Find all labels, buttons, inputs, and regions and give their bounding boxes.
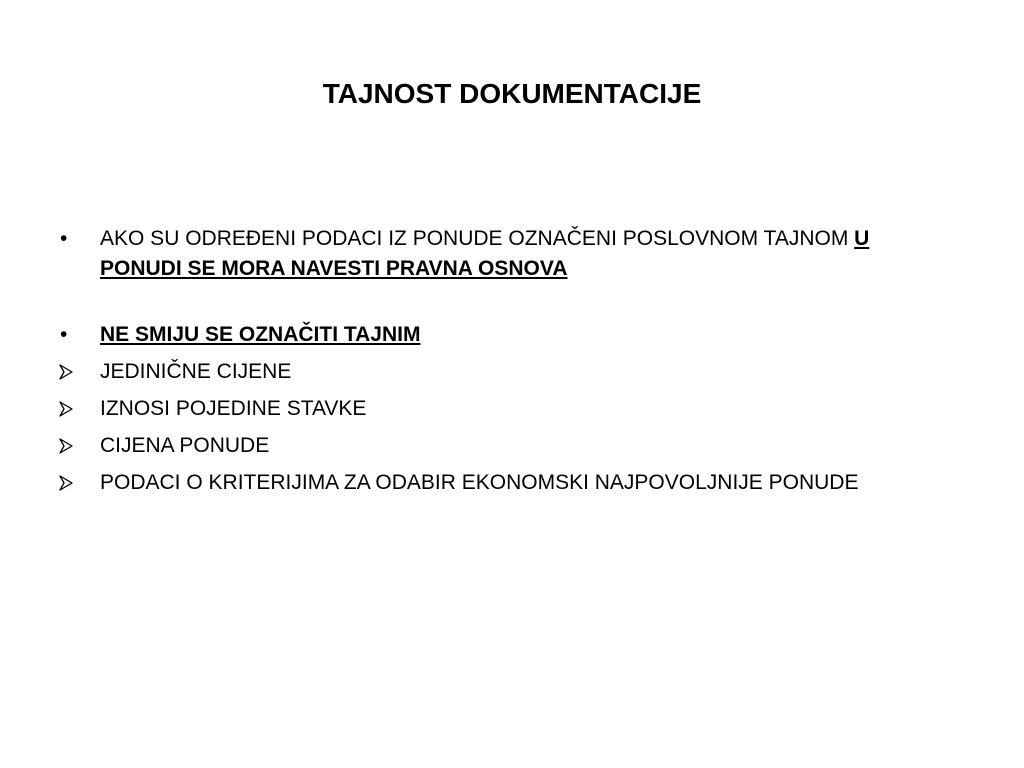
spacer: [56, 284, 936, 320]
sub-item-criteria-data: [56, 468, 936, 498]
bullet-text: [100, 224, 936, 284]
sub-item-text: JEDINIČNE CIJENE: [100, 360, 292, 383]
sub-item-text: IZNOSI POJEDINE STAVKE: [100, 397, 367, 420]
bullet-text: [100, 320, 936, 350]
arrowhead-icon: [56, 431, 100, 454]
sub-item-text: PODACI O KRITERIJIMA ZA ODABIR EKONOMSKI NAJPOVOLJNIJE PONUDE: [100, 471, 859, 494]
slide-title: TAJNOST DOKUMENTACIJE: [322, 78, 702, 109]
sub-item-item-amounts: [56, 394, 936, 424]
sub-item-offer-price: [56, 431, 936, 461]
arrowhead-icon: [56, 394, 100, 417]
bullet-marker: •: [60, 323, 68, 346]
bullet-item-not-secret: [56, 320, 936, 350]
bullet-text-plain: AKO SU ODREĐENI PODACI IZ PONUDE OZNAČENI POSLOVNOM TAJNOM: [100, 227, 855, 250]
arrowhead-icon: [56, 468, 100, 491]
bullet-item-legal-basis: [56, 224, 936, 284]
bullet-marker: •: [60, 227, 68, 250]
bullet-text-emphasis: U PONUDI SE MORA NAVESTI PRAVNA OSNOVA: [100, 227, 870, 280]
sub-item-text: CIJENA PONUDE: [100, 434, 270, 457]
slide-content: [56, 224, 936, 498]
bullet-text-emphasis: NE SMIJU SE OZNAČITI TAJNIM: [100, 323, 421, 346]
arrowhead-icon: [56, 357, 100, 380]
sub-item-unit-prices: [56, 357, 936, 387]
